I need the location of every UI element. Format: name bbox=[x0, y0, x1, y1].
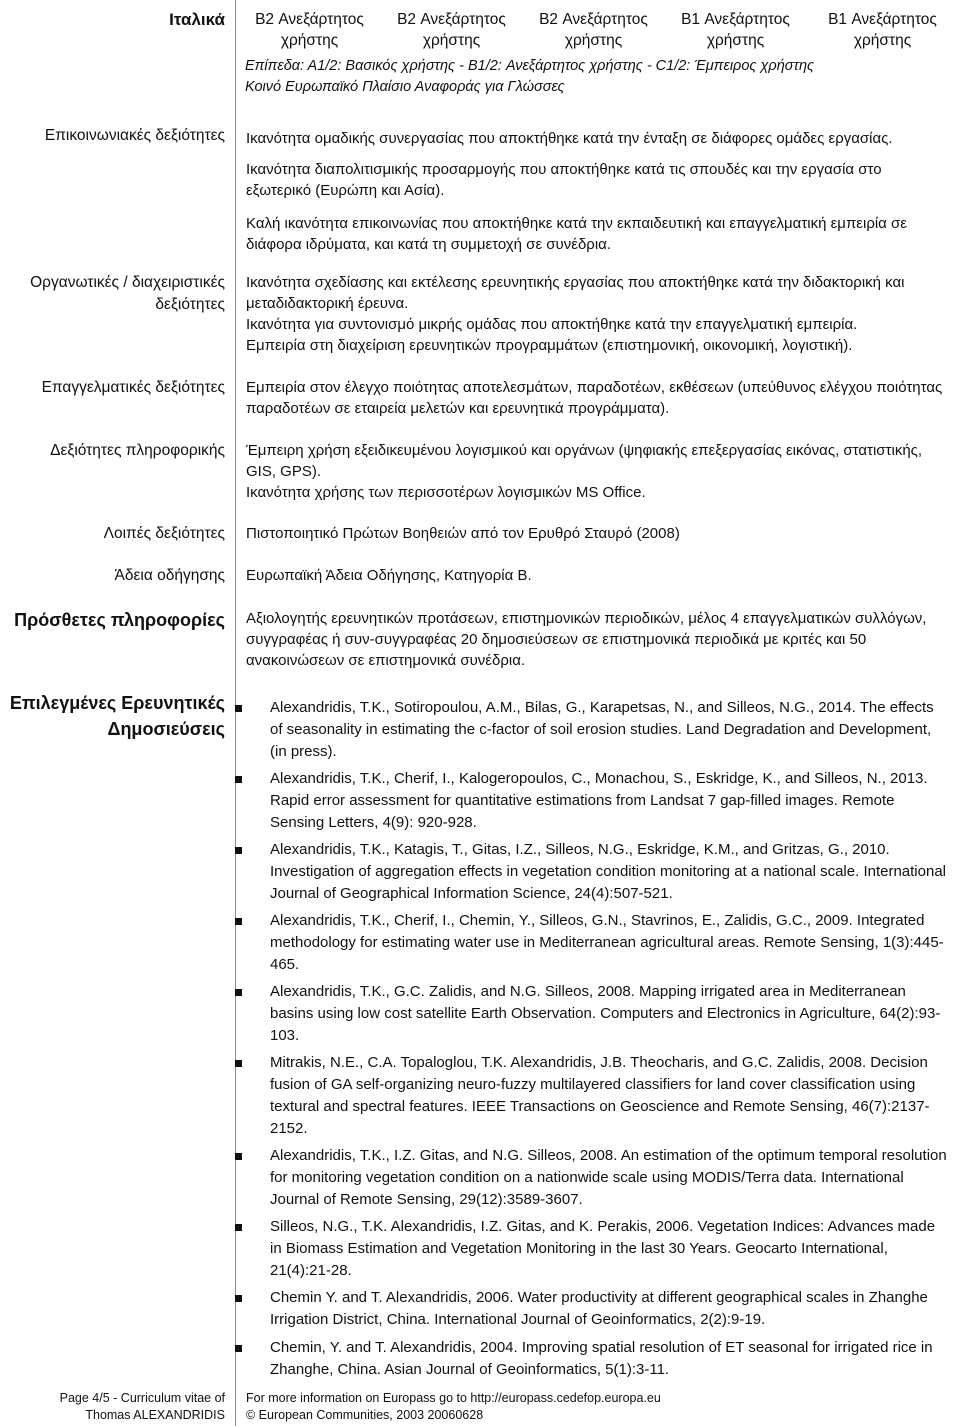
level-line1: B2 Ανεξάρτητος bbox=[539, 11, 648, 28]
page-footer-left bbox=[0, 1390, 225, 1424]
publications-label bbox=[0, 690, 225, 742]
organisational-line: Ικανότητα σχεδίασης και εκτέλεσης ερευνητικής εργασίας που αποκτήθηκε κατά την διδακτορική και μεταδιδακτορική έρευνα. bbox=[246, 274, 905, 312]
square-bullet-icon bbox=[235, 989, 242, 996]
level-listening bbox=[242, 9, 377, 51]
publication-text: Alexandridis, T.K., Cherif, I., Chemin, Y., Silleos, G.N., Stavrinos, E., Zalidis, G.C., 2009. Integrated methodology for estimating water use in Mediterranean agricultural areas. Remote Sensing, 1(3):445-465. bbox=[270, 912, 944, 973]
level-line1: B2 Ανεξάρτητος bbox=[397, 11, 506, 28]
driving-license-label: Άδεια οδήγησης bbox=[114, 567, 225, 584]
square-bullet-icon bbox=[235, 1060, 242, 1067]
level-line1: B2 Ανεξάρτητος bbox=[255, 11, 364, 28]
level-line2: χρήστης bbox=[564, 32, 623, 49]
publication-text: Alexandridis, T.K., Sotiropoulou, A.M., Bilas, G., Karapetsas, N., and Silleos, N.G., 2014. The effects of seasonality in estimating the c-factor of soil erosion studies. Land Degradation and Development, (in press). bbox=[270, 699, 934, 760]
communication-paragraph: Ικανότητα διαπολιτισμικής προσαρμογής που αποκτήθηκε κατά τις σπουδές και την εργασία στο εξωτερικό (Ευρώπη και Ασία). bbox=[246, 161, 882, 199]
square-bullet-icon bbox=[235, 705, 242, 712]
publication-text: Chemin, Y. and T. Alexandridis, 2004. Improving spatial resolution of ET seasonal for irrigated rice in Zhanghe, China. Asian Journal of Geoinformatics, 5(1):3-11. bbox=[270, 1339, 933, 1378]
professional-skills-content: Εμπειρία στον έλεγχο ποιότητας αποτελεσμάτων, παραδοτέων, εκθέσεων (υπεύθυνος ελέγχου ποιότητας παραδοτέων σε εταιρεία μελετών και ερευνητικά προγράμματα). bbox=[246, 379, 943, 417]
other-skills-content: Πιστοποιητικό Πρώτων Βοηθειών από τον Ερυθρό Σταυρό (2008) bbox=[246, 525, 680, 542]
publication-text: Mitrakis, N.E., C.A. Topaloglou, T.K. Alexandridis, J.B. Theocharis, and G.C. Zalidis, 2008. Decision fusion of GA self-organizing neuro-fuzzy multilayered classifiers for land cover classification using textural and spectral features. IEEE Transactions on Geoscience and Remote Sensing, 46(7):2137-2152. bbox=[270, 1054, 930, 1137]
level-line2: χρήστης bbox=[280, 32, 339, 49]
level-line2: χρήστης bbox=[706, 32, 765, 49]
copyright: © European Communities, 2003 20060628 bbox=[246, 1408, 484, 1422]
additional-info-content: Αξιολογητής ερευνητικών προτάσεων, επιστημονικών περιοδικών, μέλος 4 επαγγελματικών συλλόγων, συγγραφέας ή συν-συγγραφέας 20 δημοσιεύσεων σε επιστημονικά περιοδικά με κριτές και 50 ανακοινώσεων σε επιστημονικά συνέδρια. bbox=[246, 610, 927, 669]
level-line1: B1 Ανεξάρτητος bbox=[681, 11, 790, 28]
square-bullet-icon bbox=[235, 1224, 242, 1231]
square-bullet-icon bbox=[235, 847, 242, 854]
additional-info-label: Πρόσθετες πληροφορίες bbox=[14, 610, 225, 630]
square-bullet-icon bbox=[235, 1295, 242, 1302]
square-bullet-icon bbox=[235, 776, 242, 783]
organisational-skills-content bbox=[246, 272, 946, 356]
communication-paragraph: Ικανότητα ομαδικής συνεργασίας που αποκτήθηκε κατά την ένταξη σε διάφορες ομάδες εργασίας. bbox=[246, 130, 893, 147]
language-row bbox=[0, 5, 960, 47]
label-line: Οργανωτικές / διαχειριστικές bbox=[30, 274, 225, 291]
page-footer-right bbox=[246, 1390, 946, 1424]
cv-owner-name: Thomas ALEXANDRIDIS bbox=[85, 1408, 225, 1422]
level-spoken-interaction bbox=[526, 9, 661, 51]
label-line: δεξιότητες bbox=[155, 296, 225, 313]
publication-text: Silleos, N.G., T.K. Alexandridis, I.Z. Gitas, and K. Perakis, 2006. Vegetation Indices: Advances made in Biomass Estimation and Vegetation Monitoring in the last 30 Years. Geocarto International, 21(4):21-28. bbox=[270, 1218, 936, 1279]
page-number: Page 4/5 - Curriculum vitae of bbox=[59, 1391, 225, 1405]
computer-skills-label: Δεξιότητες πληροφορικής bbox=[50, 442, 225, 459]
square-bullet-icon bbox=[235, 1345, 242, 1352]
column-divider bbox=[235, 0, 236, 1426]
level-line2: χρήστης bbox=[853, 32, 912, 49]
organisational-line: Ικανότητα για συντονισμό μικρής ομάδας που αποκτήθηκε κατά την επαγγελματική εμπειρία. bbox=[246, 316, 858, 333]
publication-text: Alexandridis, T.K., I.Z. Gitas, and N.G. Silleos, 2008. An estimation of the optimum temporal resolution for monitoring vegetation condition on a nationwide scale using MODIS/Terra data. International Journal of Remote Sensing, 29(12):3589-3607. bbox=[270, 1147, 947, 1208]
publication-text: Alexandridis, T.K., Katagis, T., Gitas, I.Z., Silleos, N.G., Eskridge, K.M., and Gritzas, G., 2010. Investigation of aggregation effects in vegetation condition monitoring at a national scale. International Journal of Geographical Information Science, 24(4):507-521. bbox=[270, 841, 947, 902]
level-line1: B1 Ανεξάρτητος bbox=[828, 11, 937, 28]
levels-framework: Κοινό Ευρωπαϊκό Πλαίσιο Αναφοράς για Γλώσσες bbox=[245, 79, 565, 95]
levels-legend: Επίπεδα: Α1/2: Βασικός χρήστης - B1/2: Ανεξάρτητος χρήστης - C1/2: Έμπειρος χρήστης bbox=[245, 58, 815, 74]
level-writing bbox=[810, 9, 955, 51]
label-line: Δημοσιεύσεις bbox=[107, 719, 225, 739]
label-line: Επιλεγμένες Ερευνητικές bbox=[9, 693, 225, 713]
computer-line: Ικανότητα χρήσης των περισσοτέρων λογισμικών MS Office. bbox=[246, 484, 646, 501]
organisational-skills-label bbox=[0, 272, 225, 316]
level-line2: χρήστης bbox=[422, 32, 481, 49]
computer-skills-content bbox=[246, 440, 946, 503]
communication-paragraph: Καλή ικανότητα επικοινωνίας που αποκτήθηκε κατά την εκπαιδευτική και επαγγελματική εμπειρία σε διάφορα ιδρύματα, και κατά τη συμμετοχή σε συνέδρια. bbox=[246, 215, 907, 253]
professional-skills-label: Επαγγελματικές δεξιότητες bbox=[41, 379, 225, 396]
level-spoken-production bbox=[668, 9, 803, 51]
publication-text: Chemin Y. and T. Alexandridis, 2006. Water productivity at different geographical scales in Zhanghe Irrigation District, China. International Journal of Geoinformatics, 2(2):9-19. bbox=[270, 1289, 928, 1328]
publication-text: Alexandridis, T.K., G.C. Zalidis, and N.G. Silleos, 2008. Mapping irrigated area in Mediterranean basins using low cost satellite Earth Observation. Computers and Electronics in Agriculture, 64(2):93-103. bbox=[270, 983, 941, 1044]
language-name: Ιταλικά bbox=[169, 10, 225, 29]
europass-info: For more information on Europass go to http://europass.cedefop.europa.eu bbox=[246, 1391, 661, 1405]
communication-skills-label: Επικοινωνιακές δεξιότητες bbox=[44, 127, 225, 144]
square-bullet-icon bbox=[235, 918, 242, 925]
square-bullet-icon bbox=[235, 1153, 242, 1160]
level-reading bbox=[384, 9, 519, 51]
other-skills-label: Λοιπές δεξιότητες bbox=[103, 525, 225, 542]
driving-license-content: Ευρωπαϊκή Άδεια Οδήγησης, Κατηγορία Β. bbox=[246, 567, 532, 584]
organisational-line: Εμπειρία στη διαχείριση ερευνητικών προγραμμάτων (επιστημονική, οικονομική, λογιστική). bbox=[246, 337, 853, 354]
levels-note bbox=[245, 56, 945, 98]
publication-text: Alexandridis, T.K., Cherif, I., Kalogeropoulos, C., Monachou, S., Eskridge, K., and Silleos, N., 2013. Rapid error assessment for quantitative estimations from Landsat 7 gap-filled images. Remote Sensing Letters, 4(9): 920-928. bbox=[270, 770, 928, 831]
communication-skills-content bbox=[246, 128, 946, 255]
computer-line: Έμπειρη χρήση εξειδικευμένου λογισμικού και οργάνων (ψηφιακής επεξεργασίας εικόνας, στατιστικής, GIS, GPS). bbox=[246, 442, 923, 480]
